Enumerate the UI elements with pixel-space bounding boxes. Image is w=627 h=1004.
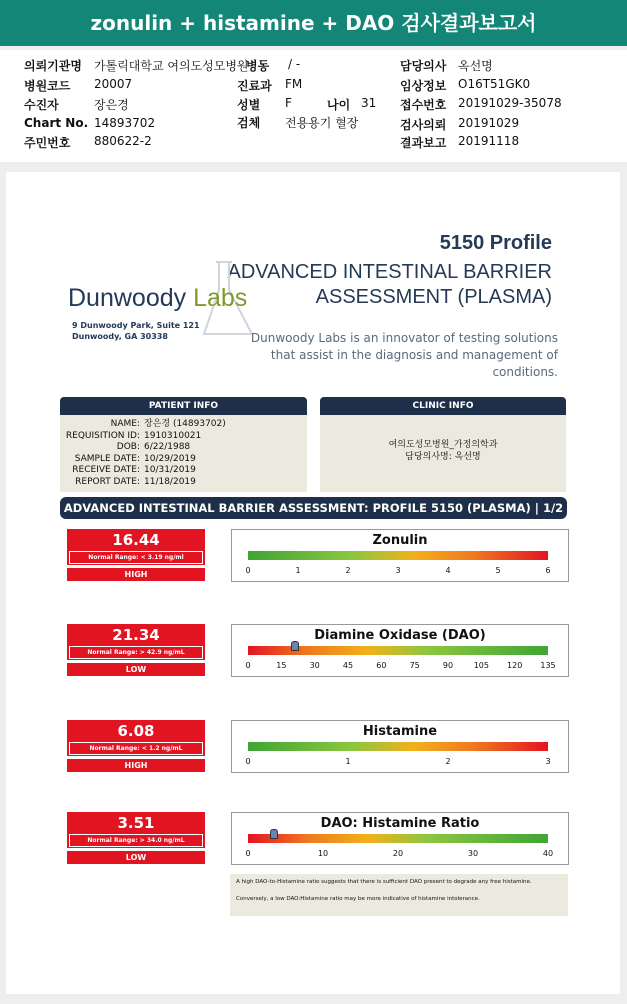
dao-flag-badge: LOW	[67, 663, 205, 676]
info-report-date: 결과보고 20191118	[400, 134, 520, 150]
dao-gauge-title: Diamine Oxidase (DAO)	[314, 628, 486, 643]
histamine-tick-label: 1	[345, 757, 351, 766]
info-hospital-code: 병원코드 20007	[24, 77, 133, 93]
dao-gauge	[231, 624, 569, 677]
report-title: zonulin + histamine + DAO 검사결과보고서	[0, 0, 627, 46]
histamine-tick-label: 0	[245, 757, 251, 766]
histamine-flag-badge: HIGH	[67, 759, 205, 772]
info-patient: 수진자 장은경	[24, 98, 129, 112]
company-address: 9 Dunwoody Park, Suite 121 Dunwoody, GA 30338	[72, 321, 200, 341]
dao-value: 21.34	[112, 626, 160, 644]
dao-tick-label: 0	[245, 661, 251, 670]
dao-marker-icon	[291, 641, 299, 651]
ratio-result-box	[67, 812, 205, 848]
patient-row: NAME: 장은경 (14893702)	[110, 419, 226, 429]
info-request-date: 검사의뢰 20191029	[400, 116, 520, 132]
ratio-tick-label: 30	[467, 849, 479, 858]
profile-title: 5150 Profile	[439, 232, 552, 254]
order-info-panel	[0, 50, 627, 162]
histamine-result-box	[67, 720, 205, 756]
zonulin-tick-label: 4	[445, 566, 451, 575]
histamine-gauge-bar	[248, 742, 548, 751]
clinic-info-header: CLINIC INFO	[320, 397, 566, 415]
dao-tick-label: 15	[276, 661, 287, 670]
ratio-marker-icon	[270, 829, 278, 839]
ratio-note: A high DAO-to-Histamine ratio suggests that there is sufficient DAO present to degrade any free histamine. Conversely, a low DAO:Histamine ratio may be more indicative of histamine intolerance.	[230, 874, 568, 916]
patient-row: REQUISITION ID: 1910310021	[65, 430, 202, 441]
dao-tick-label: 120	[507, 661, 523, 670]
ratio-tick-label: 10	[317, 849, 329, 858]
zonulin-gauge	[231, 529, 569, 582]
ratio-gauge-bar	[248, 834, 548, 843]
histamine-normal-range: Normal Range: < 1.2 ng/mL	[69, 742, 203, 755]
lab-report-page	[6, 172, 620, 994]
ratio-tick-label: 40	[542, 849, 554, 858]
info-accession-no: 접수번호 20191029-35078	[400, 96, 562, 112]
dao-tick-label: 30	[309, 661, 320, 670]
histamine-tick-label: 2	[445, 757, 451, 766]
zonulin-tick-label: 2	[345, 566, 351, 575]
patient-row: REPORT DATE: 11/18/2019	[75, 476, 196, 487]
dao-normal-range: Normal Range: > 42.9 ng/mL	[69, 646, 203, 659]
dao-tick-label: 75	[409, 661, 420, 670]
info-sex: 성별 F	[237, 96, 292, 112]
ratio-value: 3.51	[117, 814, 155, 832]
clinic-info-box	[320, 415, 566, 492]
info-clinical: 임상정보 O16T51GK0	[400, 77, 531, 93]
ratio-normal-range: Normal Range: > 34.0 ng/mL	[69, 834, 203, 847]
info-institution: 의뢰기관명 가톨릭대학교 여의도성모병원	[24, 59, 249, 73]
info-ward: 병동 / -	[246, 57, 301, 73]
ratio-tick-label: 0	[245, 849, 251, 858]
dao-tick-label: 105	[473, 661, 489, 670]
patient-row: RECEIVE DATE: 10/31/2019	[72, 465, 196, 475]
dao-tick-label: 60	[376, 661, 387, 670]
assessment-banner: ADVANCED INTESTINAL BARRIER ASSESSMENT: PROFILE 5150 (PLASMA) | 1/2	[60, 497, 567, 519]
zonulin-tick-label: 1	[295, 566, 301, 575]
zonulin-result-box	[67, 529, 205, 565]
info-resident-no: 주민번호 880622-2	[24, 134, 152, 150]
company-logo: Dunwoody Labs	[68, 284, 248, 312]
ratio-flag-badge: LOW	[67, 851, 205, 864]
clinic-info-text: 여의도성모병원_가정의학과 담당의사명: 옥선명	[388, 440, 498, 462]
ratio-tick-label: 20	[392, 849, 404, 858]
dao-tick-label: 90	[442, 661, 454, 670]
zonulin-tick-label: 3	[395, 566, 401, 575]
patient-info-box	[60, 415, 307, 492]
dao-result-box	[67, 624, 205, 660]
ratio-gauge	[231, 812, 569, 865]
assessment-title: ADVANCED INTESTINAL BARRIER ASSESSMENT (PLASMA)	[227, 261, 552, 308]
histamine-gauge	[231, 720, 569, 773]
zonulin-value: 16.44	[112, 531, 160, 549]
zonulin-flag-badge: HIGH	[67, 568, 205, 581]
zonulin-tick-label: 6	[545, 566, 551, 575]
info-physician: 담당의사 옥선명	[400, 59, 493, 73]
zonulin-gauge-title: Zonulin	[372, 533, 428, 548]
zonulin-normal-range: Normal Range: < 3.19 ng/ml	[69, 551, 203, 564]
patient-info-header: PATIENT INFO	[60, 397, 307, 415]
histamine-gauge-title: Histamine	[362, 724, 438, 739]
ratio-gauge-title: DAO: Histamine Ratio	[320, 816, 480, 831]
info-department: 진료과 FM	[237, 77, 303, 93]
zonulin-tick-label: 0	[245, 566, 251, 575]
patient-row: SAMPLE DATE: 10/29/2019	[74, 453, 196, 464]
info-chart-no: Chart No. 14893702	[24, 116, 156, 130]
histamine-value: 6.08	[117, 722, 155, 740]
zonulin-tick-label: 5	[495, 566, 501, 575]
dao-tick-label: 135	[540, 661, 556, 670]
info-age: 나이 31	[327, 96, 377, 112]
dao-tick-label: 45	[342, 661, 354, 670]
company-tagline: Dunwoody Labs is an innovator of testing solutions that assist in the diagnosis and management of conditions.	[250, 331, 558, 379]
info-specimen: 검체 전용용기 혈장	[237, 116, 359, 130]
patient-row: DOB: 6/22/1988	[116, 442, 191, 452]
zonulin-gauge-bar	[248, 551, 548, 560]
patient-info-rows	[60, 419, 300, 488]
histamine-tick-label: 3	[545, 757, 551, 766]
